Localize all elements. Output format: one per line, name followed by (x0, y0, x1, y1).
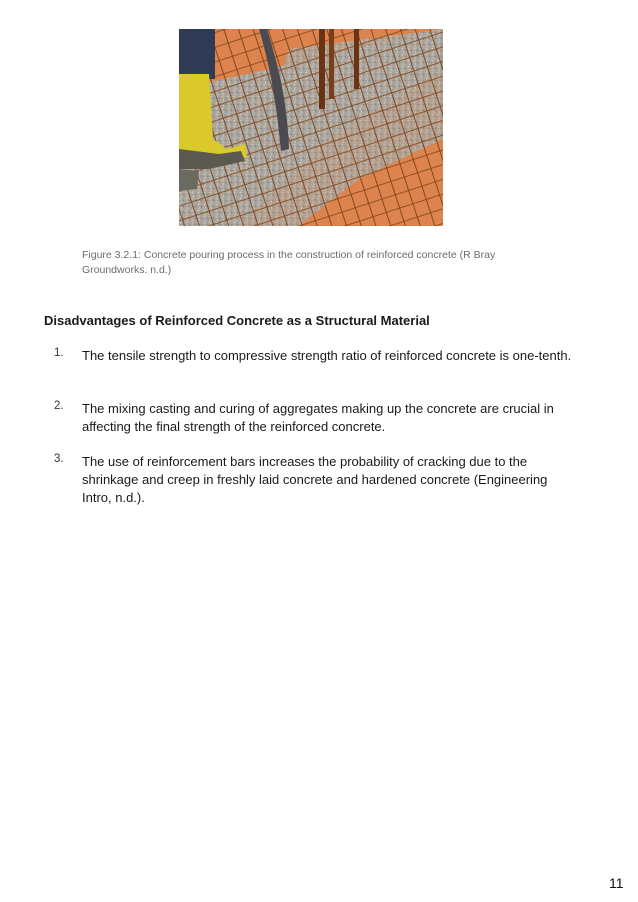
list-item-text: The tensile strength to compressive strength ratio of reinforced concrete is one-tenth. (82, 348, 572, 363)
list-item-text: The mixing casting and curing of aggregates making up the concrete are crucial in affecting the final strength of the reinforced concrete. (82, 401, 554, 434)
list-item-number: 3. (54, 453, 64, 465)
list-item-text: The use of reinforcement bars increases the probability of cracking due to the shrinkage and creep in freshly laid concrete and hardened concrete (Engineering Intro, n.d.). (82, 454, 548, 505)
list-item-number: 1. (54, 347, 64, 359)
list-item-number: 2. (54, 400, 64, 412)
page-number: 11 (609, 875, 624, 891)
figure-caption: Figure 3.2.1: Concrete pouring process in the construction of reinforced concrete (R Bray Groundworks. n.d.) (82, 249, 496, 276)
section-heading: Disadvantages of Reinforced Concrete as a Structural Material (44, 313, 430, 328)
concrete-pouring-photo (179, 29, 443, 226)
